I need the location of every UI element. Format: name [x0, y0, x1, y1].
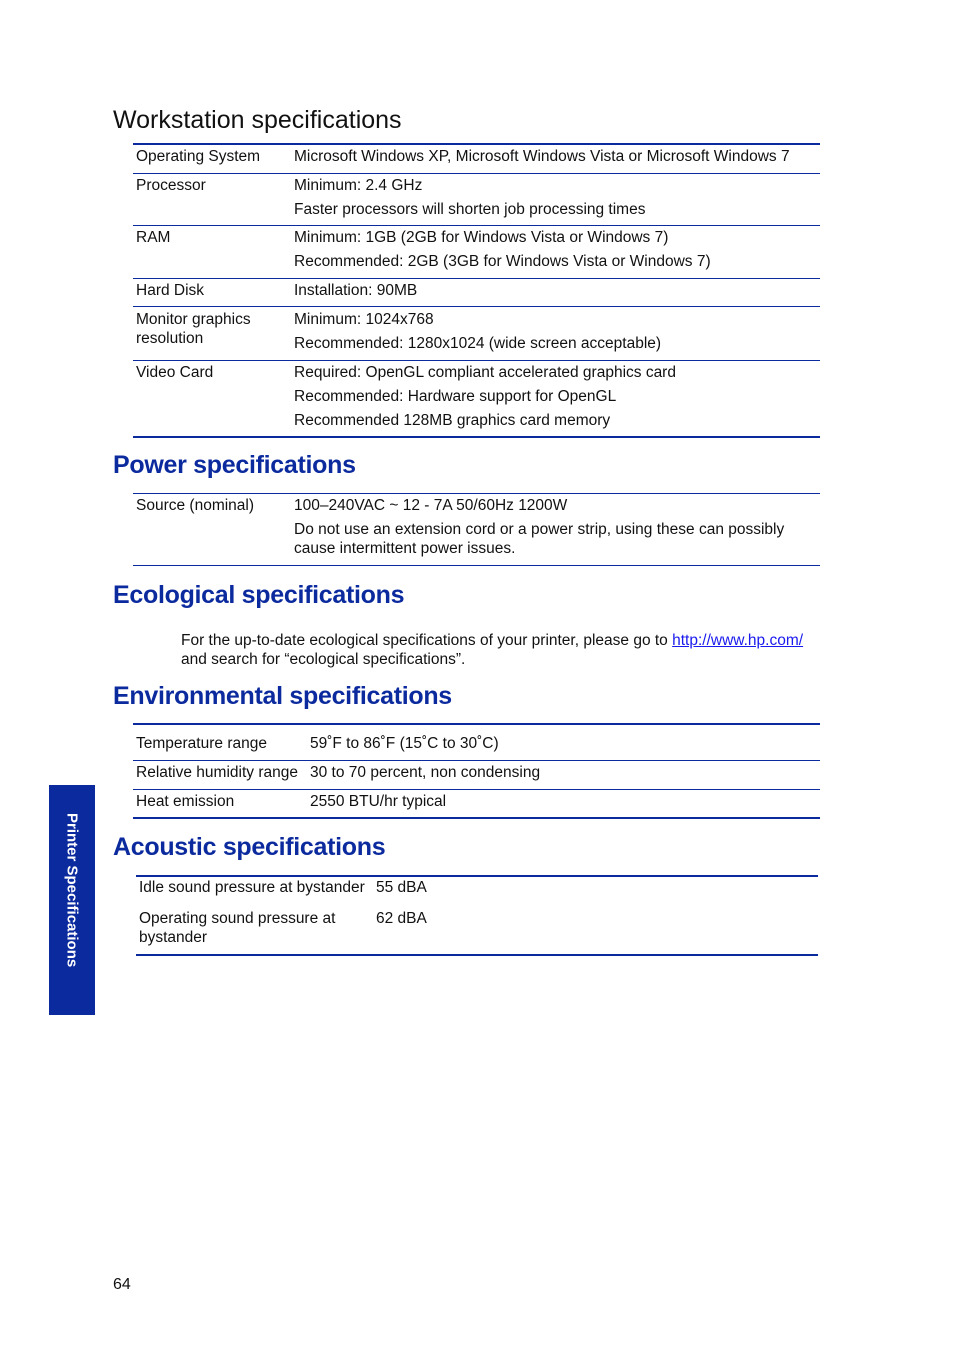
- spec-label: Processor: [136, 177, 206, 194]
- table-top-rule: [133, 493, 820, 494]
- chapter-side-tab: [49, 785, 95, 1015]
- spec-value: Recommended 128MB graphics card memory: [294, 412, 611, 429]
- spec-value: Minimum: 2.4 GHz: [294, 177, 423, 194]
- row-divider: [133, 789, 820, 790]
- row-divider: [133, 360, 820, 361]
- spec-value: Do not use an extension cord or a power strip, using these can possibly: [294, 521, 785, 538]
- row-divider: [133, 173, 820, 174]
- spec-label: bystander: [139, 929, 208, 946]
- spec-value: 59˚F to 86˚F (15˚C to 30˚C): [310, 735, 499, 752]
- row-divider: [133, 225, 820, 226]
- table-bottom-rule: [133, 436, 820, 438]
- ecological-note-text: For the up-to-date ecological specifications of your printer, please go to: [181, 632, 673, 649]
- spec-value: Minimum: 1024x768: [294, 311, 434, 328]
- spec-label: resolution: [136, 330, 204, 347]
- spec-label: Heat emission: [136, 793, 235, 810]
- spec-value: Microsoft Windows XP, Microsoft Windows Vista or Microsoft Windows 7: [294, 148, 790, 165]
- table-bottom-rule: [133, 817, 820, 819]
- spec-label: Source (nominal): [136, 497, 255, 514]
- spec-value: 30 to 70 percent, non condensing: [310, 764, 541, 781]
- ecological-note-line2: and search for “ecological specifications”.: [181, 651, 466, 668]
- page-number: 64: [113, 1276, 131, 1293]
- row-divider: [133, 306, 820, 307]
- power-title: Power specifications: [113, 451, 356, 479]
- table-bottom-rule: [133, 565, 820, 566]
- table-top-rule: [136, 875, 818, 877]
- chapter-side-tab-label: Printer Specifications: [63, 813, 81, 968]
- spec-value: cause intermittent power issues.: [294, 540, 516, 557]
- table-top-rule: [133, 143, 820, 145]
- table-top-rule: [133, 723, 820, 725]
- ecological-title: Ecological specifications: [113, 581, 405, 609]
- spec-value: Required: OpenGL compliant accelerated graphics card: [294, 364, 676, 381]
- hp-website-link[interactable]: http://www.hp.com/: [672, 632, 804, 649]
- spec-value: Recommended: Hardware support for OpenGL: [294, 388, 617, 405]
- spec-label: Operating System: [136, 148, 261, 165]
- spec-label: Video Card: [136, 364, 214, 381]
- spec-label: Idle sound pressure at bystander: [139, 879, 365, 896]
- spec-label: Monitor graphics: [136, 311, 251, 328]
- spec-label: Hard Disk: [136, 282, 205, 299]
- workstation-title: Workstation specifications: [113, 106, 402, 134]
- spec-label: RAM: [136, 229, 171, 246]
- spec-value: Installation: 90MB: [294, 282, 418, 299]
- environmental-title: Environmental specifications: [113, 682, 452, 710]
- spec-label: Temperature range: [136, 735, 267, 752]
- spec-value: Faster processors will shorten job processing times: [294, 201, 646, 218]
- spec-value: Recommended: 2GB (3GB for Windows Vista or Windows 7): [294, 253, 711, 270]
- spec-value: 62 dBA: [376, 910, 427, 927]
- spec-value: 2550 BTU/hr typical: [310, 793, 447, 810]
- row-divider: [133, 278, 820, 279]
- spec-value: 55 dBA: [376, 879, 427, 896]
- row-divider: [133, 760, 820, 761]
- acoustic-title: Acoustic specifications: [113, 833, 386, 861]
- spec-value: 100–240VAC ~ 12 - 7A 50/60Hz 1200W: [294, 497, 568, 514]
- spec-label: Relative humidity range: [136, 764, 298, 781]
- ecological-note-line1: [181, 631, 803, 650]
- spec-value: Recommended: 1280x1024 (wide screen acceptable): [294, 335, 662, 352]
- table-bottom-rule: [136, 954, 818, 956]
- spec-value: Minimum: 1GB (2GB for Windows Vista or Windows 7): [294, 229, 669, 246]
- spec-label: Operating sound pressure at: [139, 910, 336, 927]
